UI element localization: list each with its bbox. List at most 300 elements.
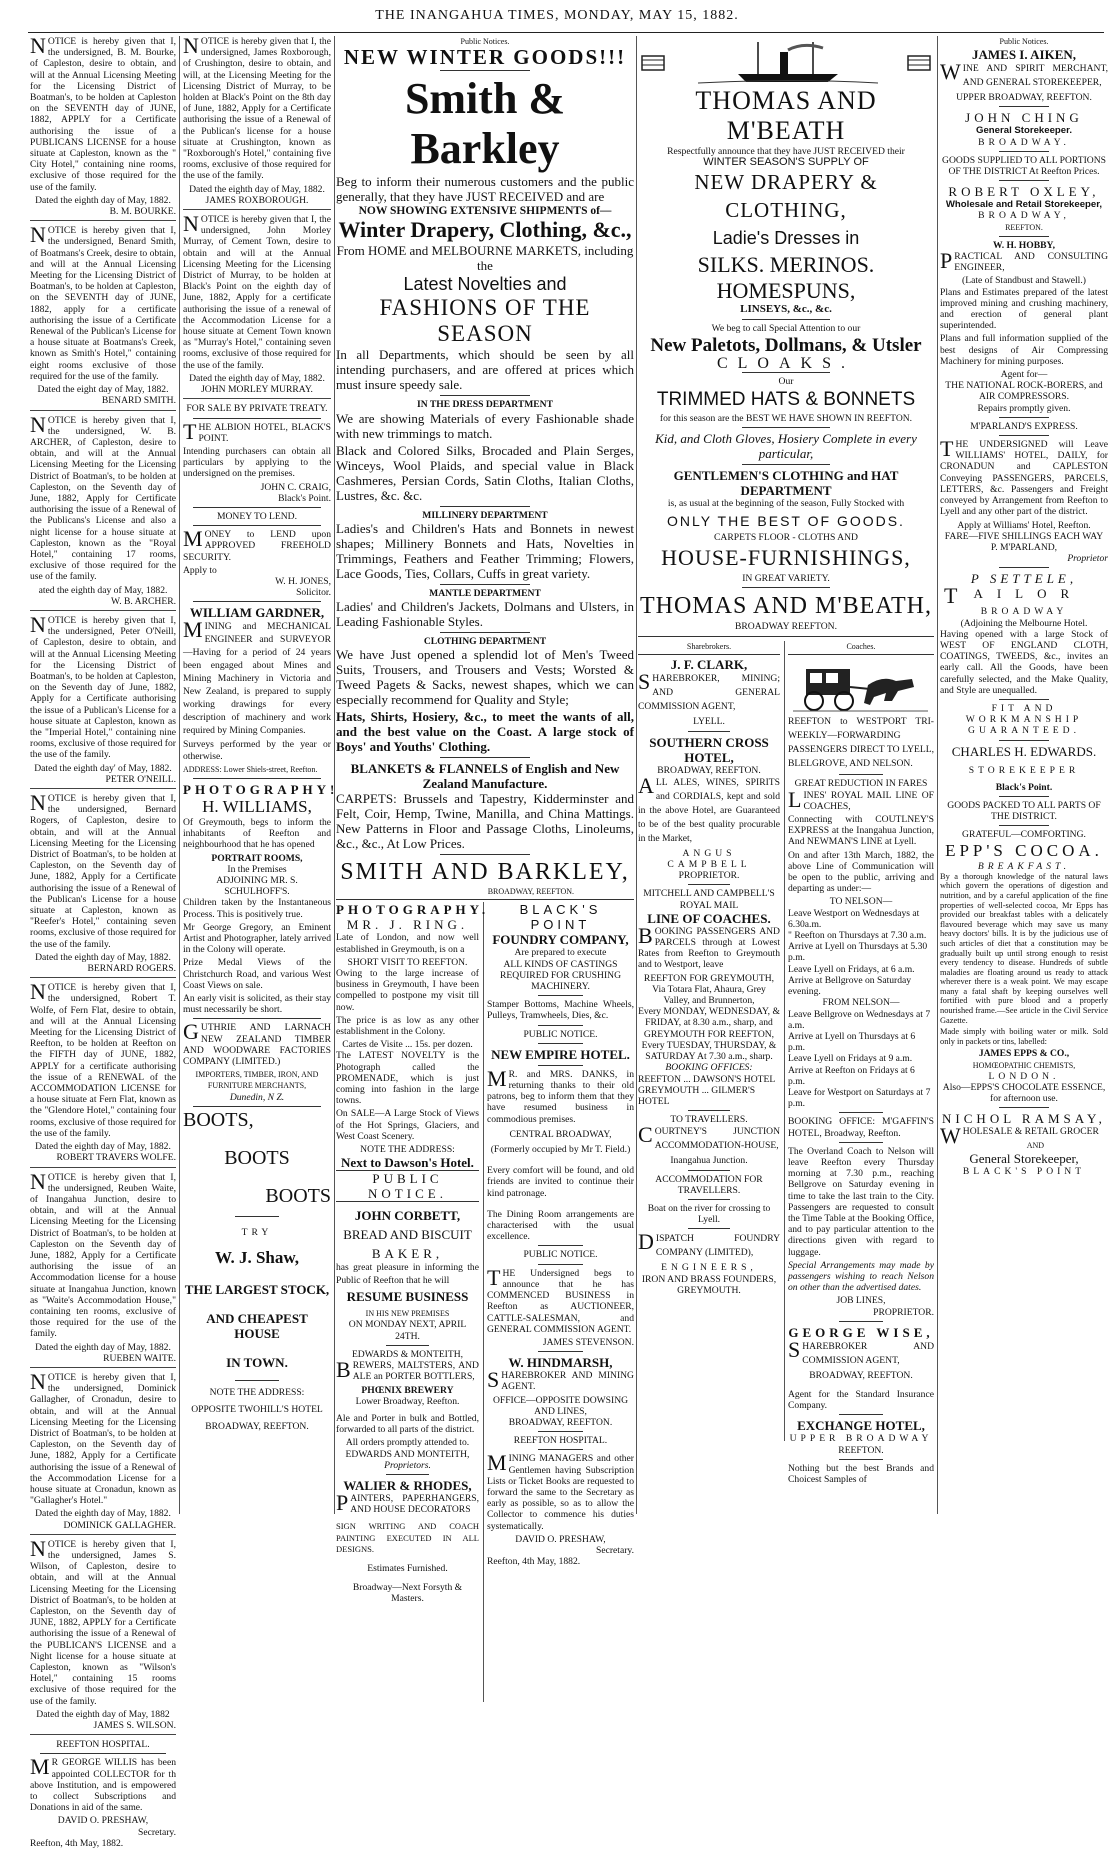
notice-dated: Dated the eighth day of May, 1882. [35, 194, 171, 206]
mparland-express: M'PARLAND'S EXPRESS. [970, 420, 1078, 432]
adjoining: (Adjoining the Melbourne Hotel. [960, 617, 1088, 629]
trimmed-hats: TRIMMED HATS & BONNETS [656, 389, 916, 411]
smith-barkley-title: Smith & Barkley [404, 74, 566, 174]
only-best: ONLY THE BEST OF GOODS. [667, 512, 905, 529]
dining: The Dining Room arrangements are characterised with the usual excellence. [487, 1208, 634, 1243]
mparland-name: P. M'PARLAND, [990, 541, 1058, 553]
reefton: REEFTON. [1005, 222, 1043, 232]
to-travellers: TO TRAVELLERS. [670, 1114, 748, 1126]
repairs: Repairs promptly given. [977, 402, 1071, 414]
column-4 [638, 36, 934, 1514]
photo-gregory: Mr George Gregory, an Eminent Artist and Photographer, lately arrived in the Colony will operate. [183, 921, 331, 956]
national-rock-borers: THE NATIONAL ROCK-BORERS, and AIR COMPRESSORS. [945, 380, 1103, 403]
clark: J. F. CLARK, [670, 657, 748, 673]
notice-dated: ated the eighth day of May, 1882. [38, 584, 168, 596]
foundry-company: FOUNDRY COMPANY, [492, 932, 629, 948]
epps-made: Made simply with boiling water or milk. Sold only in packets or tins, labelled: [940, 1027, 1108, 1046]
preshaw: DAVID O. PRESHAW, [515, 1533, 606, 1545]
wholesale-retail: Wholesale and Retail Storekeeper, [945, 199, 1103, 211]
new-drapery: NEW DRAPERY & CLOTHING, [694, 170, 878, 223]
coaches-label: Coaches. [846, 642, 876, 652]
column-5 [940, 36, 1108, 1514]
gardner-title: WILLIAM GARDNER, [189, 605, 325, 621]
column-divider [937, 36, 938, 1514]
house-furnishings: HOUSE-FURNISHINGS, [661, 544, 911, 570]
on-and-after: On and after 13th March, 1882, the above Line of Communication will be open to the public, arriving and departing as under:— [788, 849, 934, 895]
notice-dated: Dated the eighth day of May, 1882. [35, 951, 171, 963]
exchange-hotel: EXCHANGE HOTEL, [797, 1418, 925, 1434]
for-this-season: for this season are the BEST WE HAVE SHOWN IN REEFTON. [659, 413, 913, 425]
column-divider [179, 36, 180, 1514]
edwards-monteith-2: EDWARDS AND MONTEITH, [345, 1448, 470, 1460]
millinery-heading: MILLINERY DEPARTMENT [422, 509, 548, 521]
notice-signature: PETER O'NEILL. [105, 773, 176, 785]
great-reduction: GREAT REDUCTION IN FARES [794, 778, 928, 790]
notice-text: OTICE is hereby given that I, the undersigned, Dominick Gallagher, of Cronadun, desire to obtain, and will at the Annual Licensing Meeting for the Licensing District of Boatman's, to be holden at Capleston, on the Seventh day of June, 1882, Apply for a Certificate authorising the issue of a Renewal of the Accommodation License for a house situate at Cronadun, known as "Gallagher's Hotel." [30, 1371, 176, 1507]
via: Via Totara Flat, Ahaura, Grey Valley, and Brunnerton, [652, 983, 766, 1007]
sale-sign: JOHN C. CRAIG, [260, 481, 331, 493]
licensing-notice [30, 611, 176, 789]
booking: BOOKING PASSENGERS AND PARCELS through at Lowest Rates from Reefton to Greymouth and to Westport, leave [638, 922, 780, 971]
late-of: (Late of Standbust and Stawell.) [962, 275, 1086, 287]
secretary: Secretary. [596, 1544, 634, 1556]
column-3a [336, 902, 490, 1605]
photo-rooms: PORTRAIT ROOMS, [211, 852, 303, 864]
gardner-address: ADDRESS: Lower Shiels-street, Reefton. [183, 764, 318, 774]
broadway-reefton: BROADWAY, REEFTON. [205, 1421, 309, 1433]
mining-managers: MINING MANAGERS and other Gentlemen having Subscription Lists or Ticket Books are requested to forward the same to the Secretary as early as possible, so as to allow the Collector to commence his duties systematically. [487, 1450, 634, 1532]
blacks-point: Black's Point. [995, 781, 1053, 793]
boots-1: BOOTS, [183, 1108, 254, 1131]
notice-signature: ROBERT TRAVERS WOLFE. [56, 1152, 176, 1164]
junction: Inangahua Junction. [670, 1155, 748, 1167]
winter-season: WINTER SEASON'S SUPPLY OF [703, 156, 869, 169]
engineers: ENGINEERS, [661, 1262, 757, 1274]
schedule-line: Arrive at Reefton on Fridays at 6 p.m. [788, 1064, 915, 1087]
notice-text: OTICE is hereby given that I, the undersigned, Reuben Waite, of Inangahua Junction, desire to obtain, and will at the Annual Licensing Meeting for the Licensing District of Boatman's, to be holden at Capleston on the Seventh day of June, 1882, Apply for a Certificate authorising the issue of an Accommodation license for a house situate at Inangahua Junction, known as "Waite's Accommodation House," containing ten rooms, exclusive of those required for the use of the family. [30, 1171, 176, 1340]
comfort: Every comfort will be found, and old friends are invited to continue their kind patronage. [487, 1165, 634, 1199]
and: AND [1026, 1140, 1045, 1150]
opp-twohill: OPPOSITE TWOHILL'S HOTEL [191, 1404, 323, 1416]
ring-price: Cartes de Visite ... 15s. per dozen. [342, 1039, 473, 1051]
column-divider [334, 36, 335, 1514]
every-monday: Every MONDAY, WEDNESDAY, & FRIDAY, at 8.30 a.m., sharp, and [638, 1006, 780, 1029]
bread-biscuit: BREAD AND BISCUIT [343, 1227, 472, 1243]
goods-packed: GOODS PACKED TO ALL PARTS OF THE DISTRICT. [947, 799, 1101, 823]
hobby: W. H. HOBBY, [993, 239, 1055, 251]
office: OFFICE—OPPOSITE DOWSING AND LINES, [492, 1394, 629, 1417]
cheapest-house: AND CHEAPEST HOUSE [206, 1311, 308, 1342]
sale-place: Black's Point. [278, 492, 331, 504]
tailor: TAILOR [944, 583, 1084, 609]
overland-coach: The Overland Coach to Nelson will leave Reefton every Thursday morning at 7.30 p.m., reaching Bellgrove on Saturday evening in time to take the last train to the City. Passengers are requested to consult the Time Table at the Booking Office, and to pay particular attention to the directions given with regard to luggage. [788, 1145, 934, 1258]
schedule-line: Leave Lyell on Fridays at 9 a.m. [788, 1053, 913, 1065]
silks-merinos: SILKS. MERINOS. HOMESPUNS, [697, 252, 875, 304]
new-empire-hotel: NEW EMPIRE HOTEL. [491, 1046, 630, 1062]
connecting: Connecting with COUTLNEY'S EXPRESS at the Inangahua Junction, And NEWMAN'S LINE at Lyell. [788, 814, 934, 848]
apply-williams: Apply at Williams' Hotel, Reefton. [957, 519, 1091, 531]
notice-text: OTICE is hereby given that I, the undersigned, Bernard Rogers, of Capleston, desire to obtain, and will at the Annual Licensing Meeting for the Licensing District of Boatman's, to be holden at Capleston, on the Seventh day of June, 1882, Apply for a Certificate authorising the issue of a Renewal of the Publican's License for a house situate at Capleston, known as "Reefer's Hotel," containing seven rooms, exclusive of those required for the use of the family. [30, 793, 176, 950]
licensing-notice [30, 222, 176, 410]
column-4a [638, 641, 780, 1296]
masthead: THE INANGAHUA TIMES, MONDAY, MAY 15, 1882. [375, 8, 739, 23]
ring-text: Late of London, and now well established in Greymouth, is on a [336, 932, 479, 955]
aiken: JAMES I. AIKEN, [971, 47, 1077, 63]
schedule-line: " Reefton on Thursdays at 7.30 a.m. [788, 930, 927, 942]
dress-dept-heading: IN THE DRESS DEPARTMENT [416, 399, 554, 411]
guthrie-sub: IMPORTERS, TIMBER, IRON, AND FURNITURE MERCHANTS, [195, 1070, 319, 1091]
boots-3: BOOTS [265, 1184, 331, 1207]
hospital-sign: DAVID O. PRESHAW, [57, 1815, 149, 1827]
notice-roxborough: NOTICE is hereby given that I, the undersigned, James Roxborough, of Crushington, desire to obtain, and will, at the Licensing Meeting for the Licensing District of Murray, to be holden at Black's Point on the 8th day of June, 1882, Apply for a Certificate authorising the issue of a Renewal of the Publican's license for a house situate at Crushington, known as "Roxborough's Hotel," containing five rooms, exclusive of those required for the use of the family. Dated the eighth day of May, 1882. JAMES ROXBOROUGH. [183, 36, 331, 210]
reefton-office: REEFTON ... DAWSON'S HOTEL [638, 1073, 776, 1085]
next-dawson: Next to Dawson's Hotel. [341, 1155, 474, 1171]
licensing-notice [30, 33, 176, 221]
courtney: COURTNEY'S JUNCTION ACCOMMODATION-HOUSE, [638, 1122, 780, 1152]
estimates: Estimates Furnished. [367, 1562, 448, 1574]
gardner-text: MINING and MECHANICAL ENGINEER and SURVEYOR—Having for a period of 24 years been engaged about Mines and Mining Machinery in Victoria and New Zealand, is prepared to supply working drawings for every description of machinery and work required by Mining Companies. [183, 617, 331, 737]
linseys: LINSEYS, &c., &c. [740, 303, 832, 316]
agent-insurance: Agent for the Standard Insurance Company. [788, 1388, 934, 1412]
castings: ALL KINDS OF CASTINGS REQUIRED FOR CRUSHING MACHINERY. [500, 958, 621, 993]
notice-text: OTICE is hereby given that I, the undersigned, Peter O'Neill, of Capleston, desire to obtain, and will at the Annual Licensing Meeting for the Licensing District of Boatman's, to be holden at Capleston, on the Seventh day of June, 1882, Apply for a Certificate authorising the issue of a Publican's License for a house situate at Capleston, known as the "Imperial Hotel," containing nine rooms, exclusive of those required for the use of the family. [30, 614, 176, 761]
photo-name: H. WILLIAMS, [202, 796, 312, 816]
gardner-survey: Surveys performed by the year or otherwise. [183, 739, 331, 762]
photo-text: Of Greymouth, begs to inform the inhabitants of Reefton and neighbourhood that he has opened [183, 816, 331, 851]
broadway: BROADWAY, REEFTON. [508, 1416, 613, 1428]
photo-adjoin: ADJOINING MR. S. SCHULHOFF'S. [216, 874, 298, 898]
column-2 [183, 33, 339, 1514]
schedule-line: Leave Bellgrove on Wednesdays at 7 a.m. [788, 1008, 931, 1031]
dispatch: DISPATCH FOUNDRY COMPANY (LIMITED), [638, 1229, 780, 1259]
ladies-dresses: Ladie's Dresses in [712, 228, 860, 249]
breakfast: BREAKFAST. [977, 860, 1071, 872]
short-visit: SHORT VISIT TO REEFTON. [347, 956, 468, 968]
broadway-2: BROADWAY, [978, 210, 1070, 222]
notice-signature: W. B. ARCHER. [111, 595, 176, 607]
storekeeper: STOREKEEPER [968, 764, 1080, 776]
notice-dated: Dated the eighth day of May, 1882 [36, 1708, 170, 1720]
our: Our [778, 376, 794, 388]
wine-spirit: WINE AND SPIRIT MERCHANT, AND GENERAL STOREKEEPER, [940, 59, 1108, 89]
smith-barkley-footer: SMITH AND BARKLEY, [340, 859, 630, 886]
goods-supplied: GOODS SUPPLIED TO ALL PORTIONS OF THE DISTRICT At Reefton Prices. [942, 154, 1106, 178]
notice-signature: BERNARD ROGERS. [87, 963, 176, 975]
reefton-greymouth: REEFTON FOR GREYMOUTH, [643, 972, 775, 984]
fare: FARE—FIVE SHILLINGS EACH WAY [944, 530, 1104, 542]
carpets-floor: CARPETS FLOOR - CLOTHS AND [714, 531, 858, 543]
money-role: Solicitor. [296, 587, 331, 599]
dress-dept-text2: Black and Colored Silks, Brocaded and Plain Serges, Winceys, Wool Plaids, and special value in Black Cashmeres, Persian Cords, Satin Cloths, Italian Cloths, Lustres, &c. &c. [336, 442, 634, 503]
brewers: BREWERS, MALTSTERS, AND ALE an PORTER BOTTLERS, [336, 1357, 479, 1383]
guthrie-text: GUTHRIE AND LARNACH NEW ZEALAND TIMBER AND WOODWARE FACTORIES COMPANY (LIMITED.) [183, 1019, 331, 1068]
dress-dept-text: We are showing Materials of every Fashionable shade with new trimmings to match. [336, 410, 634, 441]
notice-dated: Dated the eighth day of May, 1882. [35, 1341, 171, 1353]
kid-gloves: Kid, and Cloth Gloves, Hosiery Complete in every particular, [655, 431, 917, 462]
greymouth-office: GREYMOUTH ... GILMER'S HOTEL [638, 1084, 756, 1107]
epps-cocoa: EPP'S COCOA. [945, 840, 1103, 860]
ring-text4: The LATEST NOVELTY is the Photograph called the PROMENADE, which is just coming into fashion in the large towns. [336, 1050, 479, 1107]
boat: Boat on the river for crossing to Lyell. [647, 1202, 771, 1226]
coach-icon [788, 657, 934, 715]
photography-heading: PHOTOGRAPHY. [336, 902, 490, 918]
notice-dated: Dated the eight day of May, 1882. [37, 384, 169, 396]
stamper: Stamper Bottoms, Machine Wheels, Pulleys, Tramwheels, Dies, &c. [487, 999, 634, 1022]
central-broadway: CENTRAL BROADWAY, [509, 1128, 612, 1140]
public-notice-3: PUBLIC NOTICE. [523, 1249, 598, 1261]
robert-oxley: ROBERT OXLEY, [948, 184, 1100, 200]
ring-text2: Owing to the large increase of business in Greymouth, I have been compelled to postpone my visit till now. [336, 968, 479, 1013]
licensing-notice [30, 1368, 176, 1535]
note-address: NOTE THE ADDRESS: [209, 1387, 305, 1399]
epps-text: By a thorough knowledge of the natural laws which govern the operations of digestion and nutrition, and by a careful application of the fine properties of well-selected cocoa, Mr Epps has provided our breakfast tables with a delicately flavoured beverage which may save us many heavy doctors' bills. It is by the judicious use of such articles of diet that a constitution may be gradually built up until strong enough to resist every tendency to disease. Hundreds of subtle maladies are floating around us ready to attack wherever there is a weak point. We may escape many a fatal shaft by keeping ourselves well fortified with pure blood and a properly nourished frame.—See article in the Civil Service Gazette. [940, 871, 1108, 1025]
licensing-notices [30, 33, 176, 1735]
orders: All orders promptly attended to. [345, 1437, 470, 1449]
notice-murray: NOTICE is hereby given that I, the undersigned, John Morley Murray, of Cement Town, desire to obtain and will at the Annual Licensing Meeting for the Licensing District of Murray, to be holden at Black's Point on the eighth day of June, 1882, Apply for a certificate authorising the issue of a renewal of the Accommodation License for a house situate at Cement Town known as "Murray's Hotel," containing seven rooms, exclusive of those required for the use of the family. Dated the eighth day of May, 1882. JOHN MORLEY MURRAY. [183, 214, 331, 399]
thomas-mbeath-title: THOMAS AND M'BEATH [695, 86, 877, 145]
ring-text3: The price is as low as any other establishment in the Colony. [336, 1014, 479, 1038]
drop-cap: N [30, 979, 46, 1005]
special-arrangements: Special Arrangements may made by passengers wishing to reach Nelson on other than the advertised dates. [788, 1259, 934, 1294]
undersigned-leave: THE UNDERSIGNED will Leave WILLIAMS' HOTEL, DAILY, for CRONADUN and CAPLESTON Conveying PASSENGERS, PARCELS, LETTERS, &c. Passengers and Freight conveyed by Arrangement from Reefton to Lyell and any other part of the district. [940, 436, 1108, 518]
mantle-heading: MANTLE DEPARTMENT [429, 587, 541, 599]
schedule-line: Arrive at Lyell on Thursdays at 5.30 p.m. [788, 941, 928, 964]
wise-text: SHAREBROKER AND COMMISSION AGENT, [788, 1336, 934, 1366]
plans: Plans and Estimates prepared of the latest improved mining and crushing machinery, and erection of general plant superintended. [940, 286, 1108, 332]
photo-children: Children taken by the Instantaneous Process. This is positively true. [183, 897, 331, 920]
to-nelson: TO NELSON— [829, 896, 893, 908]
auction: THE Undersigned begs to announce that he has COMMENCED BUSINESS in Reefton as AUCTIONEER, CATTLE-SALESMAN, and GENERAL COMMISSION AGENT. [487, 1264, 634, 1335]
mitchell-campbell: MITCHELL AND CAMPBELL'S ROYAL MAIL [643, 888, 775, 911]
now-showing: NOW SHOWING EXTENSIVE SHIPMENTS of— [358, 205, 612, 218]
general-storekeeper-2: General Storekeeper, [969, 1150, 1079, 1166]
money-sign: W. H. JONES, [275, 575, 331, 587]
settele: P SETTELE, [970, 571, 1078, 587]
new-premises: IN HIS NEW PREMISES [365, 1309, 450, 1319]
public-notices-label: Public Notices. [999, 37, 1049, 46]
hospital-title: REEFTON HOSPITAL. [56, 1739, 150, 1751]
george-wise: GEORGE WISE, [788, 1324, 934, 1340]
new-winter-goods: NEW WINTER GOODS!!! [343, 45, 627, 70]
smith-barkley-address: BROADWAY, REEFTON. [487, 887, 574, 897]
subcolumn-divider [483, 902, 484, 1702]
greymouth-reefton: GREYMOUTH FOR REEFTON, [643, 1028, 775, 1040]
notice-signature: BENARD SMITH. [101, 395, 176, 407]
carpets: CARPETS: Brussels and Tapestry, Kidderminster and Felt, Coir, Hemp, Twine, Manilla, and China Mattings. New Patterns in Floor and Passage Cloths, Linoleums, &c., &c., At Low Prices. [336, 791, 634, 852]
notice-text: OTICE is hereby given that I, the undersigned, B. M. Bourke, of Capleston, desire to obtain, and will at the Annual Licensing Meeting for the Licensing District of Boatman's, to be holden at Capleston on the SEVENTH day of JUNE, 1882, APPLY for a Certificate authorising the issue of a PUBLICANS LICENSE for a house situate at Capleston, known as the " City Hotel," containing nine rooms, exclusive of those required for the use of the family. [30, 36, 176, 193]
sale-body: Intending purchasers can obtain all particulars by applying to the undersigned on the premises. [183, 445, 331, 480]
prepared: Are prepared to execute [514, 947, 607, 959]
every-tuesday: Every TUESDAY, THURSDAY, & SATURDAY At 7.30 a.m., sharp. [641, 1039, 777, 1063]
departments-text: In all Departments, which should be seen by all intending purchasers, and are offered at prices which must insure speedy sale. [336, 347, 634, 393]
public-notice-2: PUBLIC NOTICE. [523, 1028, 598, 1040]
ring-name: MR. J. RING. [346, 917, 469, 933]
upper-broadway: UPPER BROADWAY [789, 1433, 933, 1445]
thomas-mbeath-footer: THOMAS AND M'BEATH, [639, 593, 932, 620]
westport: REEFTON to WESTPORT TRI-WEEKLY—FORWARDING PASSENGERS DIRECT TO LYELL, BLELGROVE, AND NELSON. [788, 716, 934, 770]
greymouth: GREYMOUTH. [677, 1284, 741, 1296]
john-ching: JOHN CHING [965, 110, 1083, 126]
column-1 [30, 33, 176, 1849]
guthrie-place: Dunedin, N Z. [229, 1091, 285, 1103]
mantle-text: Ladies' and Children's Jackets, Dolmans and Ulsters, in Leading Fashionable Styles. [336, 599, 634, 630]
booking-office: BOOKING OFFICE: M'GAFFIN'S HOTEL, Broadway, Reefton. [788, 1116, 934, 1139]
cloaks: CLOAKS. [716, 354, 855, 372]
baker: BAKER, [371, 1246, 444, 1262]
millinery-text: Ladies's and Children's Hats and Bonnets in newest shapes; Millinery Bonnets and Hats, Novelties in Trimmings, Feathers and Feather Trimming; Flowers, Lace Goods, Ties, Collars, Cuffs in great variety. [336, 520, 634, 581]
london: LONDON. [988, 1070, 1060, 1082]
fit-workmanship: FIT AND WORKMANSHIP GUARANTEED. [965, 702, 1083, 737]
blacks-point-2: BLACK'S POINT [962, 1165, 1086, 1177]
licensing-notice [30, 411, 176, 611]
broadway: BROADWAY. [978, 136, 1070, 148]
lyell: LYELL. [693, 716, 725, 728]
licensing-notice [30, 1168, 176, 1368]
ring-text5: On SALE—A Large Stock of Views of the Hot Springs, Glaciers, and West Coast Scenery. [336, 1108, 479, 1142]
ale-porter: Ale and Porter in bulk and Bottled, forwarded to all parts of the district. [336, 1412, 479, 1436]
clothing-heading: CLOTHING DEPARTMENT [423, 636, 547, 648]
sign-writing: SIGN WRITING AND COACH PAINTING EXECUTED IN ALL DESIGNS. [336, 1521, 479, 1554]
intro-text: Beg to inform their numerous customers and the public generally, that they have JUST RECEIVED and are [336, 174, 634, 205]
try-label: TRY [241, 1226, 273, 1238]
notice-signature: RUEBEN WAITE. [103, 1352, 176, 1364]
notice-dated: Dated the eighth day' of May, 1882. [34, 762, 172, 774]
notice-text: OTICE is hereby given that I, the undersigned, James S. Wilson, of Capleston, desire to obtain, and will at the Annual Licensing Meeting for the Licensing District of Boatman's, to be holden at Capleston, on the Seventh day of JUNE, 1882, APPLY for a Certificate authorising the issue of a Renewal of the PUBLICAN'S LICENSE and a Night license for a house situate at Capleston, known as "Wilson's Hotel," containing 15 rooms exclusive of those required for the use of the family. [30, 1538, 176, 1707]
ship-illustration [638, 36, 934, 86]
nichol-ramsay: NICHOL RAMSAY, [942, 1111, 1106, 1127]
public-notices-label: Public Notices. [460, 37, 510, 46]
booking-offices: BOOKING OFFICES: [665, 1062, 753, 1074]
drop-cap: N [30, 1168, 46, 1194]
iron-brass: IRON AND BRASS FOUNDERS, [641, 1273, 777, 1285]
danks: M R. and MRS. DANKS, in returning thanks to their old patrons, beg to inform them that they have resumed business in commodious premises. [487, 1065, 634, 1125]
ring-address: NOTE THE ADDRESS: [360, 1144, 455, 1156]
broadway-next-forsyth: Broadway—Next Forsyth & Masters. [352, 1582, 463, 1605]
column-divider [636, 36, 637, 1514]
drop-cap: N [30, 790, 46, 815]
money-title: MONEY TO LEND. [216, 510, 298, 522]
southern-address: BROADWAY, REEFTON. [657, 764, 761, 776]
hospital-role: Secretary. [138, 1826, 176, 1838]
lines-royal-mail: LINES' ROYAL MAIL LINE OF COACHES, [788, 786, 934, 812]
wholesale-grocer: WHOLESALE & RETAIL GROCER [940, 1123, 1099, 1149]
southern-cross: SOUTHERN CROSS HOTEL, [649, 734, 769, 765]
winter-drapery: Winter Drapery, Clothing, &c., [338, 217, 632, 243]
charles-edwards: CHARLES H. EDWARDS. [951, 743, 1097, 759]
notice-text: OTICE is hereby given that I, the undersigned, Robert T. Wolfe, of Fern Flat, desire to obtain, and will at the Annual Licensing Meeting for the Licensing District of Reefton, to be holden at Reefton on the FIFTH day of JUNE, 1882, APPLY for a certificate authorising the issue of a RENEWAL of the ACCOMMODATION LICENSE for a house situate at Fern Flat, known as the "Glendore Hotel," containing four rooms, exclusive of those required for the use of the family. [30, 982, 176, 1139]
plans2: Plans and full information supplied of the best designs of Air Compressing Machinery for mining purposes. [940, 333, 1108, 367]
column-3b [487, 902, 634, 1567]
money-text: MONEY to LEND upon APPROVED FREEHOLD SECURITY. [183, 526, 331, 563]
notice-signature: B. M. BOURKE. [109, 206, 176, 218]
ship-icon [638, 36, 934, 86]
latest-novelties: Latest Novelties and [403, 274, 567, 295]
hindmarsh-sharebroker: SHAREBROKER AND MINING AGENT. [487, 1367, 634, 1393]
epps-chocolate: Also—EPPS'S CHOCOLATE ESSENCE, for afternoon use. [942, 1082, 1106, 1105]
exchange-address: REEFTON. [838, 1444, 884, 1456]
schedule-line: Leave Westport on Wednesdays at 6.30a.m. [788, 907, 920, 930]
wise-address: BROADWAY, REEFTON. [809, 1369, 913, 1381]
schedule-line: Leave for Westport on Saturdays at 7 p.m. [788, 1086, 931, 1110]
photo-visit: An early visit is solicited, as their stay must necessarily be short. [183, 993, 331, 1016]
line-of-coaches: LINE OF COACHES. [647, 910, 771, 926]
ales-wines: ALL ALES, WINES, SPIRITS and CORDIALS, kept and sold in the above Hotel, are Guaranteed to be of the best quality procurable in the Market, [638, 772, 780, 844]
general-storekeeper: General Storekeeper. [976, 125, 1072, 137]
proprietors: Proprietors. [384, 1459, 431, 1471]
notice-signature: DOMINICK GALLAGHER. [63, 1519, 176, 1531]
drop-cap: N [30, 411, 46, 437]
edwards-monteith: EDWARDS & MONTEITH, [351, 1348, 464, 1360]
hindmarsh: W. HINDMARSH, [508, 1355, 613, 1371]
job-proprietor: PROPRIETOR. [873, 1306, 934, 1318]
agent-for: Agent for— [1000, 369, 1048, 381]
reefton-hospital: REEFTON HOSPITAL. [513, 1435, 608, 1447]
field: (Formerly occupied by Mr T. Field.) [490, 1144, 631, 1156]
subcolumn-divider [784, 641, 785, 1441]
money-apply: Apply to [183, 564, 217, 576]
mparland-proprietor: Proprietor [1067, 553, 1108, 565]
upper-broadway: UPPER BROADWAY, REEFTON. [956, 92, 1092, 104]
licensing-notice [30, 1535, 176, 1735]
notice-text: OTICE is hereby given that I, the undersigned, Benard Smith, of Boatmans's Creek, desire to obtain, and will at the Annual Licensing Meeting for the Licensing District of Boatman's, to be holden at Capleston, on the SEVENTH day of JUNE, 1882, apply for a certificate authorising the issue of a Certificate Renewal of the Publican's License for a house situate at Boatmans's Creek, known as Smith's Hotel," containing eight rooms exclusive of those required for the use of the family. [30, 225, 176, 382]
drop-cap: N [30, 611, 46, 637]
clark-text: SHAREBROKER, MINING; AND GENERAL COMMISSION AGENT, [638, 669, 780, 713]
albion-hotel: THE ALBION HOTEL, BLACK'S POINT. [183, 418, 331, 444]
notice-signature: JAMES S. WILSON. [93, 1720, 176, 1732]
photo-title: PHOTOGRAPHY! [183, 781, 339, 797]
job-lines: JOB LINES, [836, 1295, 886, 1307]
hospital-date: Reefton, 4th May, 1882. [30, 1837, 124, 1849]
notice-text: OTICE is hereby given that I, the undersigned, W. B. ARCHER, of Capleston, desire to obtain, and will at the Annual Licensing Meeting for the Licensing District of Boatman's, to be holden at Capleston, on the Seventh day of June, 1882, Apply for Certificate authorising the issue of a Renewal of the Publicans's License and also a night license for a house situate at Capleston, known as the "Royal Hotel," containing 17 rooms, exclusive of those required for the use of the family. [30, 414, 176, 583]
boots-2: BOOTS [224, 1146, 290, 1169]
sharebrokers-label: Sharebrokers. [686, 642, 732, 652]
walier-rhodes: WALIER & RHODES, [343, 1477, 472, 1493]
shaw-name: W. J. Shaw, [215, 1248, 299, 1268]
corbett-text: has great pleasure in informing the Public of Reefton that he will [336, 1262, 479, 1287]
hospital-notice: M R GEORGE WILLIS has been appointed COLLECTOR for th above Institution, and is empowered to collect Subscriptions and Donations in aid of the same. [30, 1754, 176, 1814]
sale-title: FOR SALE BY PRIVATE TREATY. [186, 403, 328, 415]
campbell-role: PROPRIETOR. [678, 870, 740, 882]
fashions-of-season: FASHIONS OF THE SEASON [379, 295, 591, 347]
special-attention: We beg to call Special Attention to our [711, 322, 861, 334]
photo-premises: In the Premises [227, 863, 287, 875]
clothing-text2: Hats, Shirts, Hosiery, &c., to meet the wants of all, and the best value on the Coast. A large stock of Boys' and Youths' Clothing. [336, 709, 634, 755]
notice-dated: Dated the eighth day of May, 1882. [35, 1508, 171, 1520]
tailor-address: BROADWAY [980, 606, 1068, 618]
column-3 [336, 36, 634, 1605]
in-great-variety: IN GREAT VARIETY. [742, 572, 830, 584]
nothing-but: Nothing but the best Brands and Choicest Samples of [788, 1462, 934, 1485]
blankets: BLANKETS & FLANNELS of English and New Zealand Manufacture. [350, 761, 620, 792]
grateful-comforting: GRATEFUL—COMFORTING. [962, 829, 1086, 841]
photo-prize: Prize Medal Views of the Christchurch Road, and various West Coast Views on sale. [183, 957, 331, 991]
as-usual: is, as usual at the beginning of the season, Fully Stocked with [667, 498, 905, 510]
schedule-line: Arrive at Lyell on Thursdays at 6 p.m. [788, 1030, 916, 1054]
largest-stock: THE LARGEST STOCK, [184, 1282, 330, 1298]
tailor-stock: Having opened with a large Stock of WEST OF ENGLAND CLOTH, COATINGS, TWEEDS, &c., invites an early call. All the Goods, have been carefully selected, and the Make Quality, and Style are unequalled. [940, 628, 1108, 696]
licensing-notice [30, 790, 176, 978]
james-epps: JAMES EPPS & CO., [978, 1048, 1070, 1060]
schedule-line: Leave Lyell on Fridays, at 6 a.m. [788, 963, 915, 975]
markets: From HOME and MELBOURNE MARKETS, including the [336, 243, 634, 274]
phoenix-brewery: PHŒNIX BREWERY [361, 1384, 454, 1396]
in-town: IN TOWN. [226, 1355, 288, 1371]
licensing-notice [30, 979, 176, 1167]
corbett-name: JOHN CORBETT, [354, 1208, 461, 1224]
campbell: ANGUS CAMPBELL [667, 847, 751, 871]
drop-cap: N [30, 33, 46, 58]
clothing-text: We have Just opened a splendid lot of Men's Tweed Suits, Trousers, and Trousers and Vests; Worsted & Tweed Pagets & Sacks, newest shapes, which we can especially recommend for Quality and Style; [336, 647, 634, 708]
